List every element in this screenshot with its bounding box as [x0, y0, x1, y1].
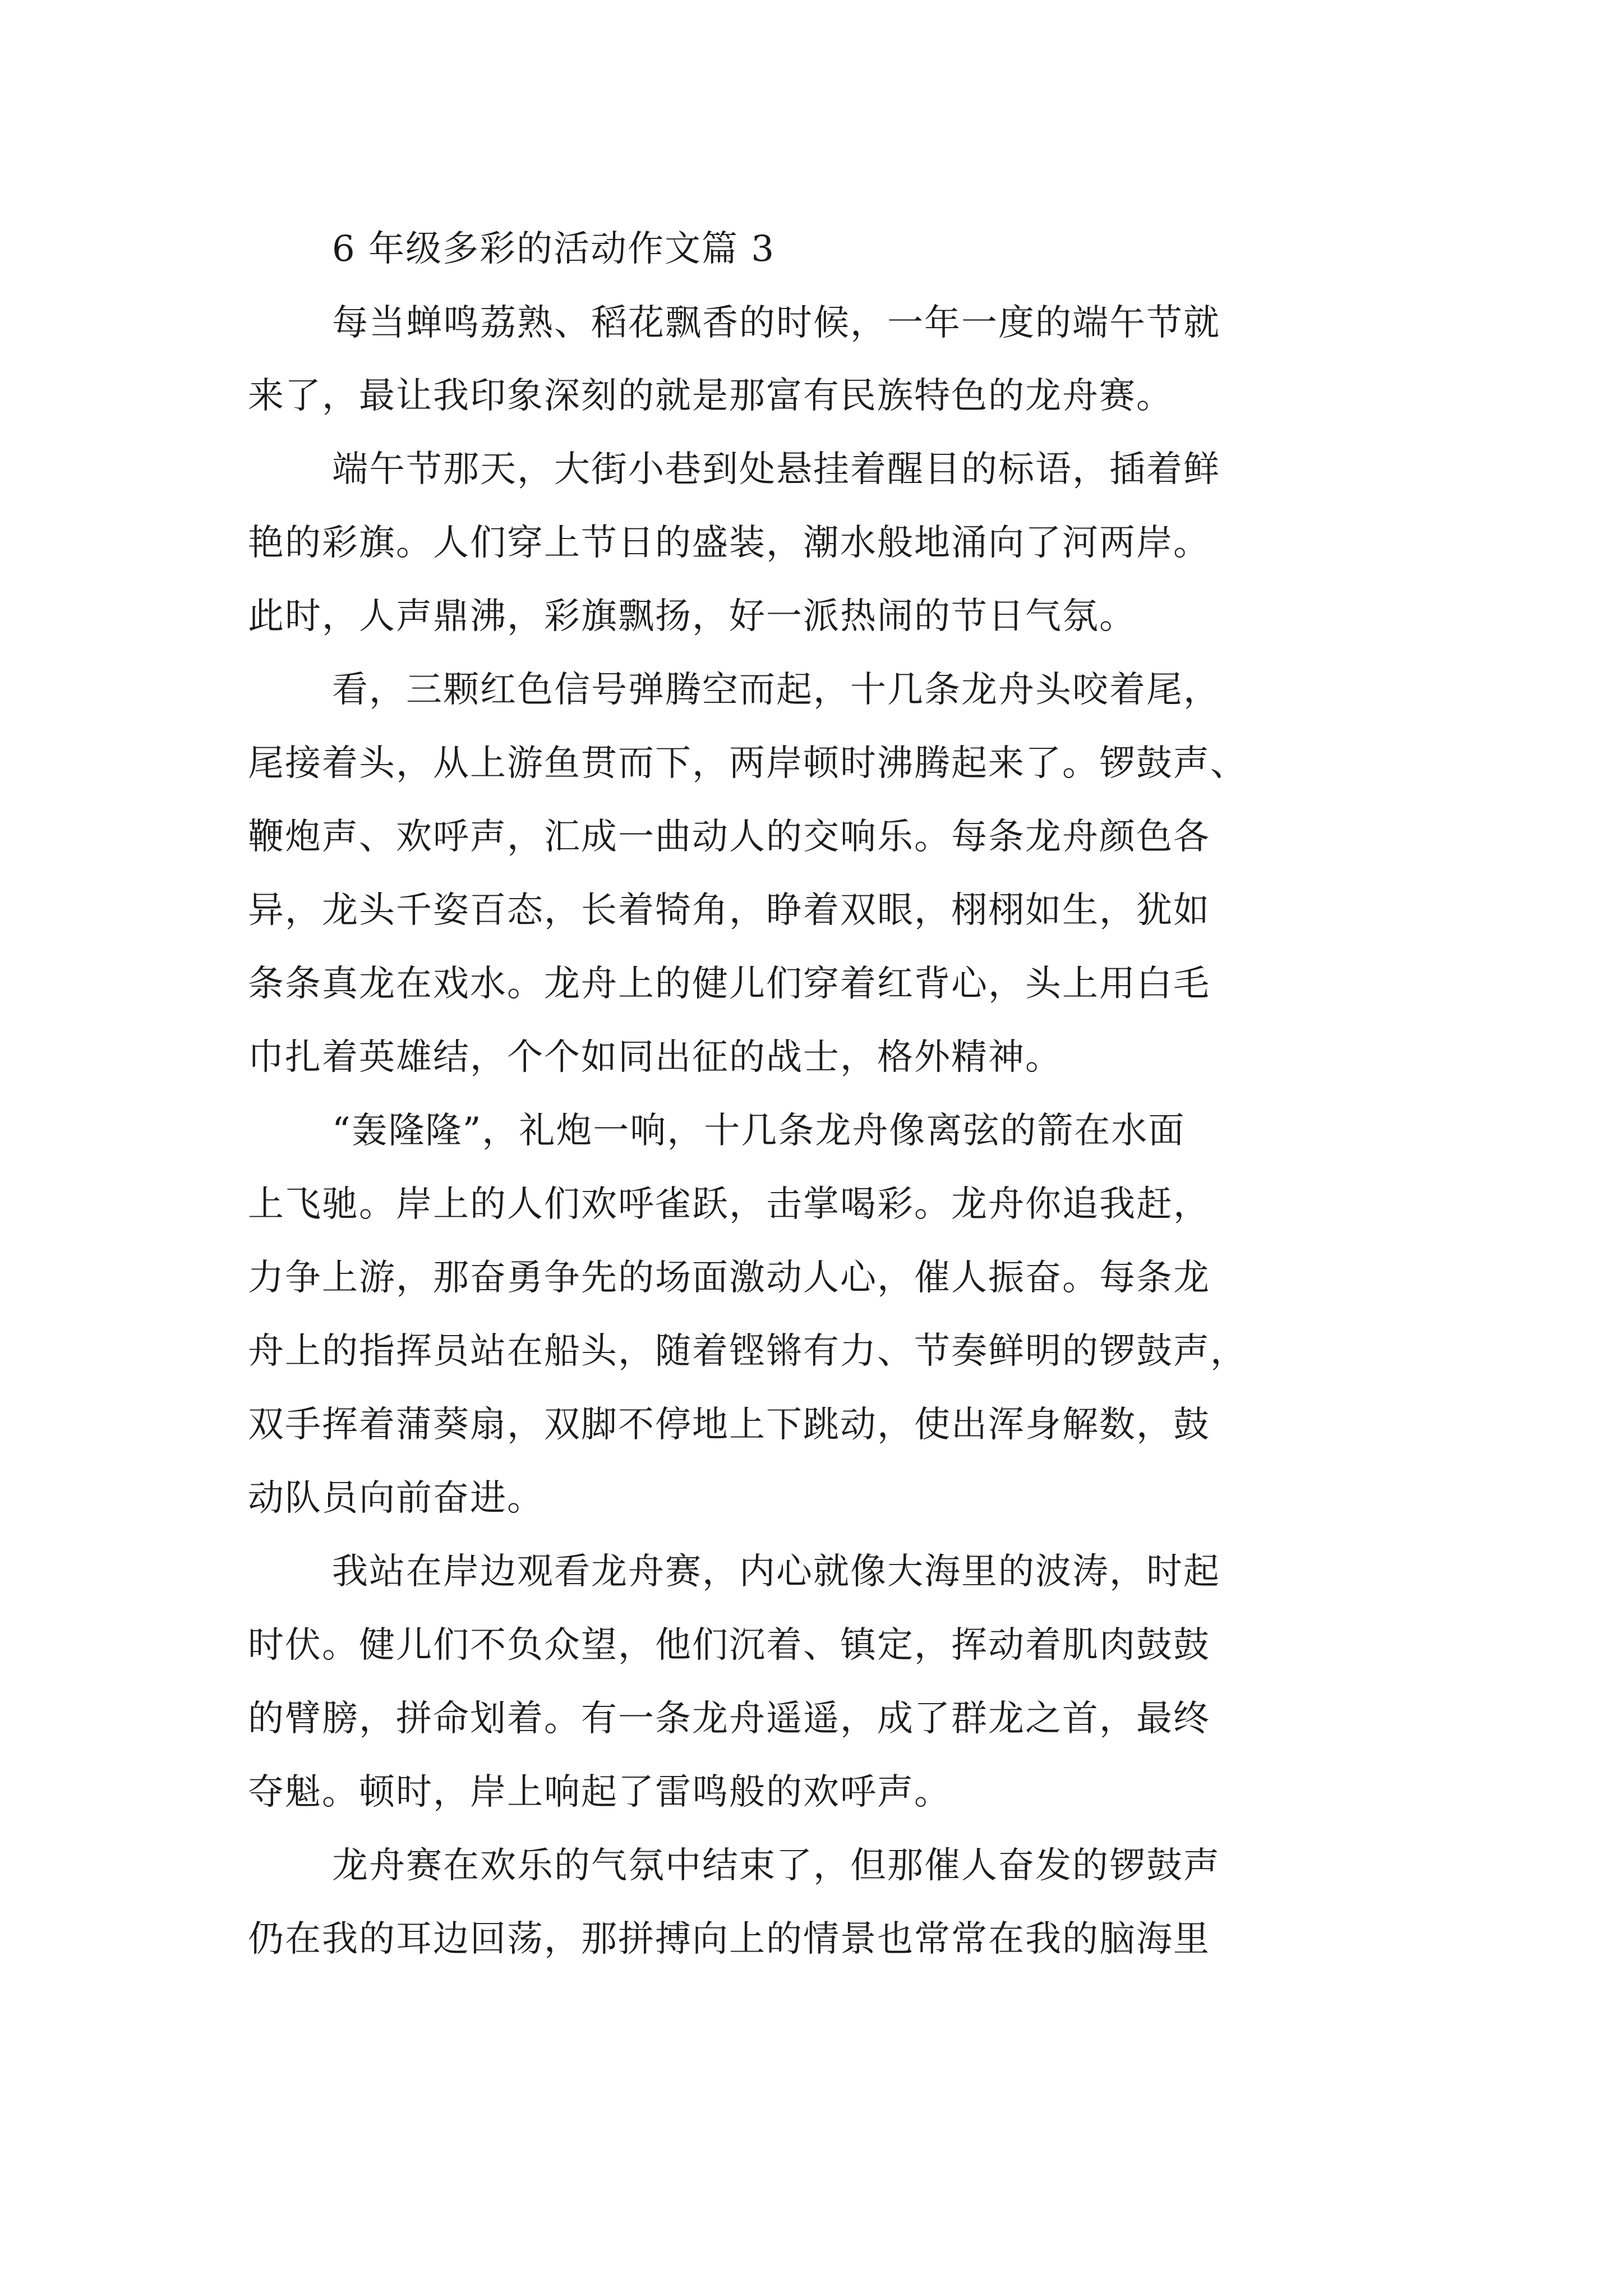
paragraph-line: 艳的彩旗。人们穿上节日的盛装，潮水般地涌向了河两岸。	[248, 522, 1210, 564]
paragraph-line: 力争上游，那奋勇争先的场面激动人心，催人振奋。每条龙	[248, 1257, 1210, 1299]
paragraph-line: 舟上的指挥员站在船头，随着铿锵有力、节奏鲜明的锣鼓声，	[248, 1331, 1247, 1372]
paragraph-line: 双手挥着蒲葵扇，双脚不停地上下跳动，使出浑身解数，鼓	[248, 1404, 1210, 1446]
paragraph-line: 夺魁。顿时，岸上响起了雷鸣般的欢呼声。	[248, 1772, 951, 1813]
paragraph-line: 来了，最让我印象深刻的就是那富有民族特色的龙舟赛。	[248, 375, 1173, 417]
paragraph-line: 仍在我的耳边回荡，那拼搏向上的情景也常常在我的脑海里	[248, 1918, 1210, 1960]
paragraph-line: 巾扎着英雄结，个个如同出征的战士，格外精神。	[248, 1037, 1062, 1078]
paragraph-line: 时伏。健儿们不负众望，他们沉着、镇定，挥动着肌肉鼓鼓	[248, 1625, 1210, 1666]
paragraph-line: 异，龙头千姿百态，长着犄角，睁着双眼，栩栩如生，犹如	[248, 890, 1210, 931]
paragraph-line: 上飞驰。岸上的人们欢呼雀跃，击掌喝彩。龙舟你追我赶，	[248, 1184, 1210, 1225]
paragraph-line: 看，三颗红色信号弹腾空而起，十几条龙舟头咬着尾，	[332, 669, 1220, 711]
paragraph-line: 每当蝉鸣荔熟、稻花飘香的时候，一年一度的端午节就	[332, 302, 1220, 344]
paragraph-line: 鞭炮声、欢呼声，汇成一曲动人的交响乐。每条龙舟颜色各	[248, 816, 1210, 858]
paragraph-line: 条条真龙在戏水。龙舟上的健儿们穿着红背心，头上用白毛	[248, 963, 1210, 1005]
document-title: 6 年级多彩的活动作文篇 3	[332, 228, 776, 270]
paragraph-line: 此时，人声鼎沸，彩旗飘扬，好一派热闹的节日气氛。	[248, 596, 1136, 637]
paragraph-line: 的臂膀，拼命划着。有一条龙舟遥遥，成了群龙之首，最终	[248, 1698, 1210, 1740]
paragraph-line: 尾接着头，从上游鱼贯而下，两岸顿时沸腾起来了。锣鼓声、	[248, 743, 1247, 784]
paragraph-line: 端午节那天，大街小巷到处悬挂着醒目的标语，插着鲜	[332, 449, 1220, 490]
paragraph-line: 龙舟赛在欢乐的气氛中结束了，但那催人奋发的锣鼓声	[332, 1845, 1220, 1887]
paragraph-line: “轰隆隆”，礼炮一响，十几条龙舟像离弦的箭在水面	[332, 1110, 1186, 1152]
paragraph-line: 我站在岸边观看龙舟赛，内心就像大海里的波涛，时起	[332, 1551, 1220, 1593]
paragraph-line: 动队员向前奋进。	[248, 1478, 544, 1519]
